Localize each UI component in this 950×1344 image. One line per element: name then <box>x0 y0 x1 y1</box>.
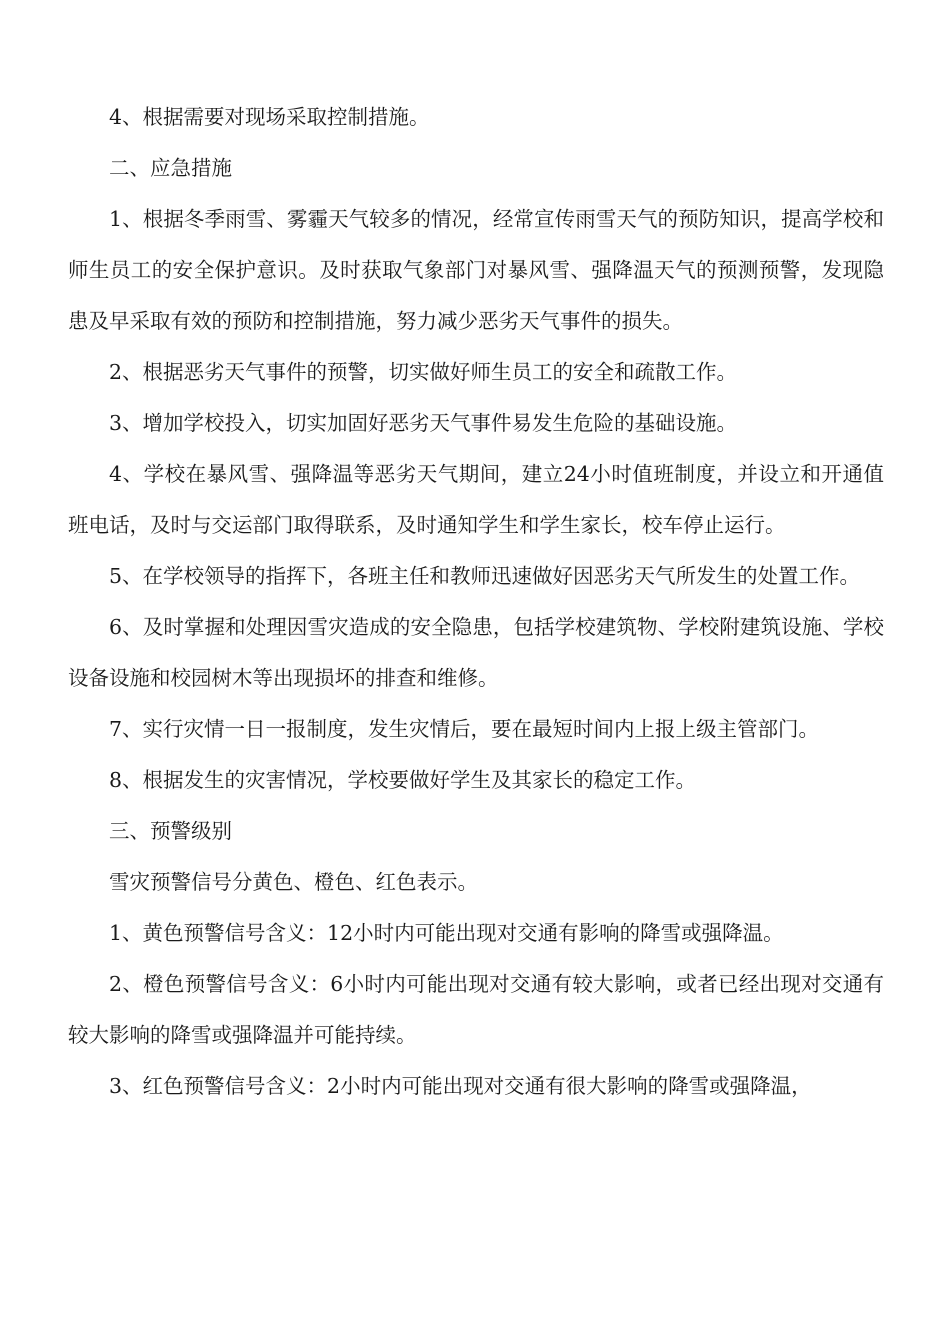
paragraph-6: 4、学校在暴风雪、强降温等恶劣天气期间，建立24小时值班制度，并设立和开通值班电话，及时与交运部门取得联系，及时通知学生和学生家长，校车停止运行。 <box>68 462 884 537</box>
paragraph-8: 6、及时掌握和处理因雪灾造成的安全隐患，包括学校建筑物、学校附建筑设施、学校设备设施和校园树木等出现损坏的排查和维修。 <box>68 615 884 690</box>
section-heading-emergency-measures: 二、应急措施 <box>109 156 232 180</box>
paragraph-10: 8、根据发生的灾害情况，学校要做好学生及其家长的稳定工作。 <box>109 768 697 792</box>
paragraph-5: 3、增加学校投入，切实加固好恶劣天气事件易发生危险的基础设施。 <box>109 411 738 435</box>
paragraph-15: 3、红色预警信号含义：2小时内可能出现对交通有很大影响的降雪或强降温， <box>109 1074 812 1098</box>
document-body <box>68 92 884 1112</box>
paragraph-4: 2、根据恶劣天气事件的预警，切实做好师生员工的安全和疏散工作。 <box>109 360 738 384</box>
paragraph-7: 5、在学校领导的指挥下，各班主任和教师迅速做好因恶劣天气所发生的处置工作。 <box>109 564 861 588</box>
paragraph-14: 2、橙色预警信号含义：6小时内可能出现对交通有较大影响，或者已经出现对交通有较大影响的降雪或强降温并可能持续。 <box>68 972 884 1047</box>
section-heading-warning-levels: 三、预警级别 <box>109 819 232 843</box>
paragraph-13: 1、黄色预警信号含义：12小时内可能出现对交通有影响的降雪或强降温。 <box>109 921 784 945</box>
paragraph-9: 7、实行灾情一日一报制度，发生灾情后，要在最短时间内上报上级主管部门。 <box>109 717 820 741</box>
paragraph-1: 4、根据需要对现场采取控制措施。 <box>109 105 430 129</box>
paragraph-12: 雪灾预警信号分黄色、橙色、红色表示。 <box>109 870 478 894</box>
paragraph-3: 1、根据冬季雨雪、雾霾天气较多的情况，经常宣传雨雪天气的预防知识，提高学校和师生员工的安全保护意识。及时获取气象部门对暴风雪、强降温天气的预测预警，发现隐患及早采取有效的预防和控制措施，努力减少恶劣天气事件的损失。 <box>68 207 884 333</box>
